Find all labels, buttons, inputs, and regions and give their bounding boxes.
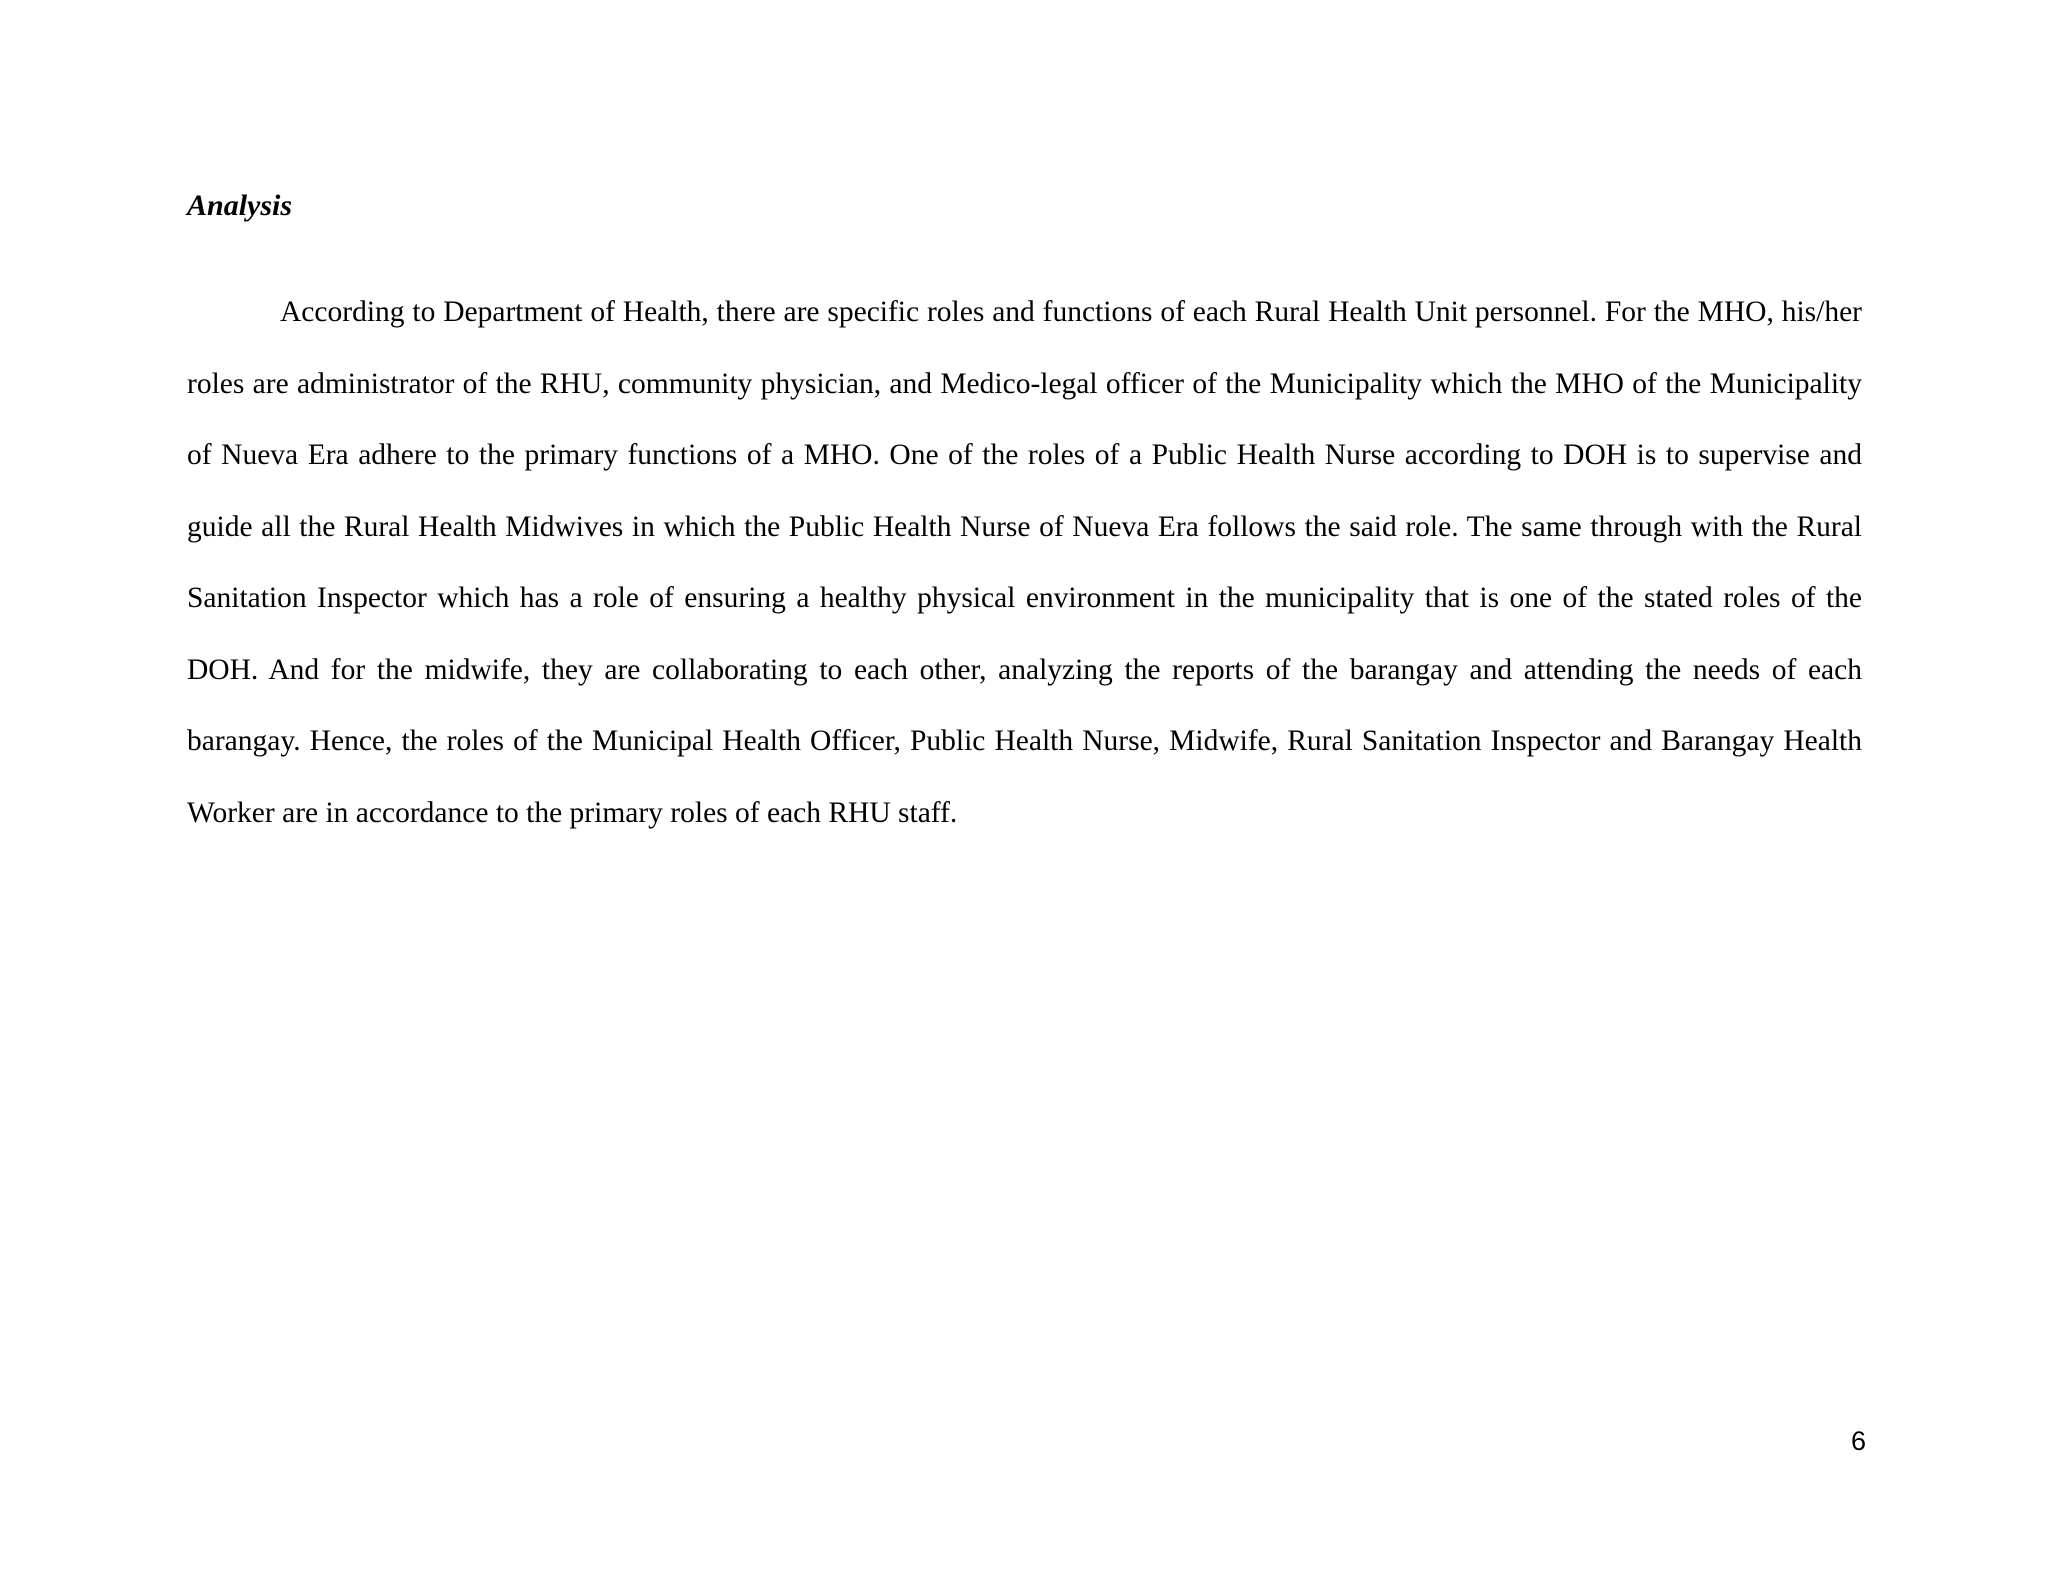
page-number: 6 (1850, 1426, 1866, 1456)
section-heading: Analysis (187, 189, 293, 222)
analysis-paragraph: According to Department of Health, there are specific roles and functions of each Rural Health Unit personnel. For the MHO, his/her roles are administrator of the RHU, community physician, and Medico-legal officer of the Municipality which the MHO of the Municipality of Nueva Era adhere to the primary functions of a MHO. One of the roles of a Public Health Nurse according to DOH is to supervise and guide all the Rural Health Midwives in which the Public Health Nurse of Nueva Era follows the said role. The same through with the Rural Sanitation Inspector which has a role of ensuring a healthy physical environment in the municipality that is one of the stated roles of the DOH. And for the midwife, they are collaborating to each other, analyzing the reports of the barangay and attending the needs of each barangay. Hence, the roles of the Municipal Health Officer, Public Health Nurse, Midwife, Rural Sanitation Inspector and Barangay Health Worker are in accordance to the primary roles of each RHU staff. (187, 296, 1862, 829)
